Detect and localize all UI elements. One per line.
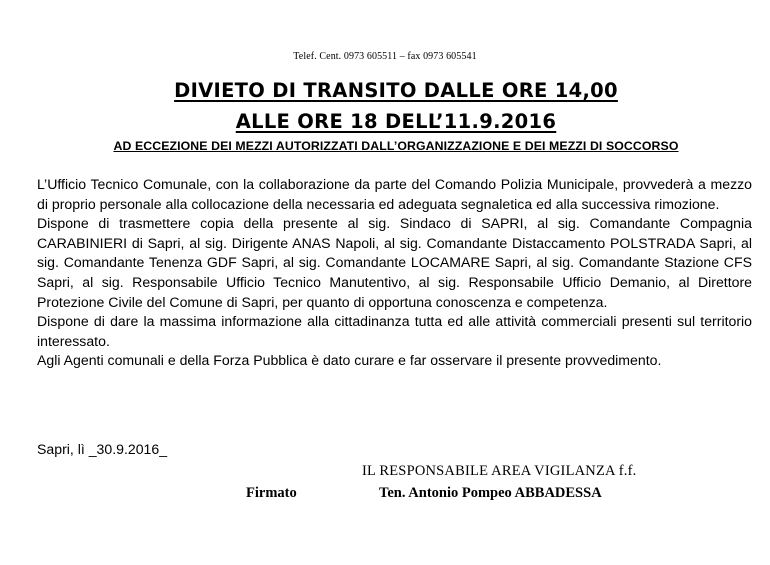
body-paragraph: Dispone di dare la massima informazione alla cittadinanza tutta ed alle attività commerciali presenti sul territorio interessato. [37, 313, 752, 349]
document-title-line-2: ALLE ORE 18 DELL’11.9.2016 [235, 110, 557, 133]
signed-label: Firmato [246, 485, 297, 501]
signer-name: Ten. Antonio Pompeo ABBADESSA [379, 485, 602, 501]
document-title-line-1: DIVIETO DI TRANSITO DALLE ORE 14,00 [174, 79, 618, 102]
document-body [37, 175, 752, 371]
body-paragraph: Agli Agenti comunali e della Forza Pubblica è dato curare e far osservare il presente provvedimento. [37, 352, 662, 369]
contact-line: Telef. Cent. 0973 605511 – fax 0973 605541 [293, 51, 477, 62]
body-paragraph: Dispone di trasmettere copia della presente al sig. Sindaco di SAPRI, al sig. Comandante Compagnia CARABINIERI di Sapri, al sig. Dirigente ANAS Napoli, al sig. Comandante Distaccamento POLSTRADA Sapri, al sig. Comandante Tenenza GDF Sapri, al sig. Comandante LOCAMARE Sapri, al sig. Comandante Stazione CFS Sapri, al sig. Responsabile Ufficio Tecnico Manutentivo, al sig. Responsabile Ufficio Demanio, al Direttore Protezione Civile del Comune di Sapri, per quanto di opportuna conoscenza e competenza. [37, 215, 752, 310]
responsible-title: IL RESPONSABILE AREA VIGILANZA f.f. [362, 463, 637, 479]
document-subtitle: AD ECCEZIONE DEI MEZZI AUTORIZZATI DALL’ORGANIZZAZIONE E DEI MEZZI DI SOCCORSO [113, 139, 679, 153]
document-date: Sapri, lì _30.9.2016_ [37, 441, 168, 457]
body-paragraph: L’Ufficio Tecnico Comunale, con la collaborazione da parte del Comando Polizia Municipale, provvederà a mezzo di proprio personale alla collocazione della necessaria ed adeguata segnaletica ed alla successiva rimozione. [37, 176, 752, 212]
